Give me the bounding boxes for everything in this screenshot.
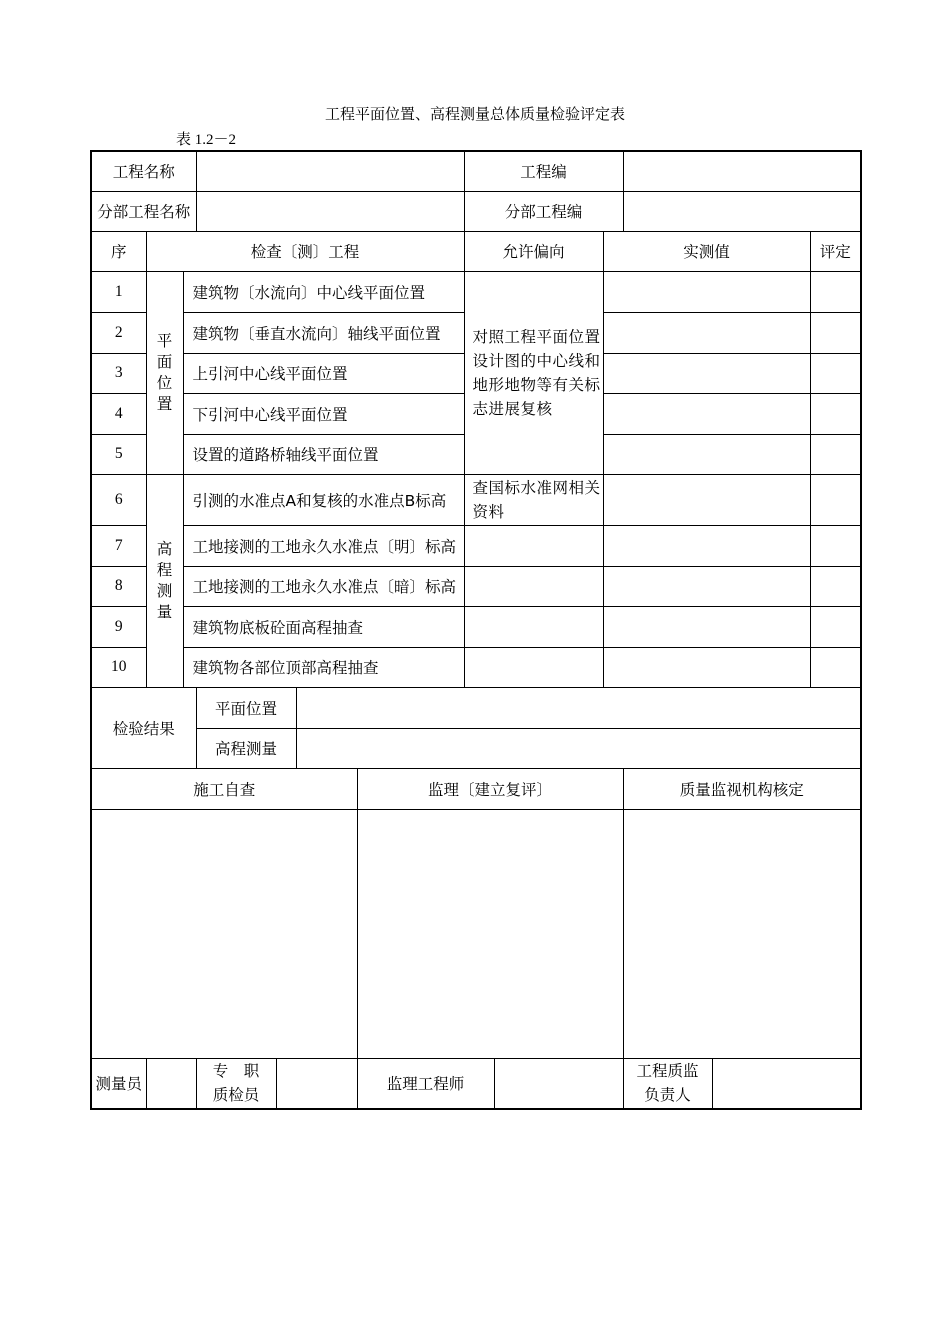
header-row-project — [91, 151, 861, 191]
row-number: 7 — [91, 525, 146, 566]
project-name-value[interactable] — [196, 151, 464, 191]
signature-row — [91, 1058, 861, 1109]
row-number: 4 — [91, 393, 146, 434]
rating-cell[interactable] — [810, 647, 861, 687]
row-number: 6 — [91, 474, 146, 525]
rating-cell[interactable] — [810, 434, 861, 474]
supervision-heading: 监理〔建立复评〕 — [357, 768, 623, 809]
quality-agency-heading: 质量监视机构核定 — [623, 768, 861, 809]
result-elevation-label: 高程测量 — [196, 728, 296, 768]
column-header-row — [91, 231, 861, 271]
sub-project-value[interactable] — [196, 191, 464, 231]
header-row-subproject — [91, 191, 861, 231]
sub-project-code-value[interactable] — [623, 191, 861, 231]
result-plane-label: 平面位置 — [196, 687, 296, 728]
measured-cell[interactable] — [603, 474, 810, 525]
quality-head-line2: 负责人 — [644, 1086, 691, 1105]
project-code-label: 工程编 — [464, 151, 623, 191]
tolerance-benchmark: 查国标水准网相关资料 — [464, 474, 603, 525]
row-item: 工地接测的工地永久水准点〔暗〕标高 — [183, 566, 464, 606]
table-row — [91, 647, 861, 687]
inspector-signature[interactable] — [276, 1058, 357, 1109]
quality-agency-area[interactable] — [623, 809, 861, 1058]
quality-head-label — [623, 1058, 712, 1109]
measured-cell[interactable] — [603, 566, 810, 606]
supervisor-engineer-signature[interactable] — [494, 1058, 623, 1109]
result-plane-value[interactable] — [296, 687, 861, 728]
col-tolerance: 允许偏向 — [464, 231, 603, 271]
table-row — [91, 525, 861, 566]
project-code-value[interactable] — [623, 151, 861, 191]
col-measured: 实测值 — [603, 231, 810, 271]
surveyor-label: 测量员 — [91, 1058, 146, 1109]
measured-cell[interactable] — [603, 353, 810, 393]
row-item: 设置的道路桥轴线平面位置 — [183, 434, 464, 474]
col-rating: 评定 — [810, 231, 861, 271]
table-row — [91, 474, 861, 525]
inspector-label-line2: 质检员 — [212, 1086, 260, 1105]
group-plane-position — [146, 271, 183, 474]
surveyor-signature[interactable] — [146, 1058, 196, 1109]
quality-head-signature[interactable] — [712, 1058, 861, 1109]
rating-cell[interactable] — [810, 566, 861, 606]
rating-cell[interactable] — [810, 312, 861, 353]
measured-cell[interactable] — [603, 525, 810, 566]
group-elevation-text: 高程测量 — [156, 539, 173, 621]
quality-head-line1: 工程质监 — [636, 1062, 699, 1081]
project-name-label: 工程名称 — [91, 151, 196, 191]
tolerance-cell[interactable] — [464, 525, 603, 566]
rating-cell[interactable] — [810, 525, 861, 566]
rating-cell[interactable] — [810, 353, 861, 393]
result-row-elevation — [91, 728, 861, 768]
row-number: 1 — [91, 271, 146, 312]
table-row — [91, 271, 861, 312]
row-number: 2 — [91, 312, 146, 353]
row-item: 建筑物〔水流向〕中心线平面位置 — [183, 271, 464, 312]
row-item: 建筑物〔垂直水流向〕轴线平面位置 — [183, 312, 464, 353]
row-item: 引测的水准点A和复核的水准点B标高 — [183, 474, 464, 525]
col-item: 检查〔测〕工程 — [146, 231, 464, 271]
result-label: 检验结果 — [91, 687, 196, 768]
group-elevation — [146, 474, 183, 687]
row-number: 9 — [91, 606, 146, 647]
col-seq: 序 — [91, 231, 146, 271]
signoff-body-row — [91, 809, 861, 1058]
inspector-label-line1: 专 职 — [212, 1062, 260, 1081]
measured-cell[interactable] — [603, 434, 810, 474]
document-title: 工程平面位置、高程测量总体质量检验评定表 — [324, 105, 625, 123]
table-row — [91, 606, 861, 647]
table-row — [91, 566, 861, 606]
signoff-header-row — [91, 768, 861, 809]
rating-cell[interactable] — [810, 393, 861, 434]
row-item: 建筑物各部位顶部高程抽查 — [183, 647, 464, 687]
measured-cell[interactable] — [603, 393, 810, 434]
measured-cell[interactable] — [603, 312, 810, 353]
rating-cell[interactable] — [810, 606, 861, 647]
group-plane-text: 平面位置 — [156, 331, 173, 413]
table-number: 表 1.2－2 — [176, 132, 237, 148]
inspector-label — [196, 1058, 276, 1109]
row-item: 建筑物底板砼面高程抽查 — [183, 606, 464, 647]
row-number: 5 — [91, 434, 146, 474]
self-check-area[interactable] — [91, 809, 357, 1058]
row-item: 下引河中心线平面位置 — [183, 393, 464, 434]
supervisor-engineer-label: 监理工程师 — [357, 1058, 494, 1109]
supervision-area[interactable] — [357, 809, 623, 1058]
tolerance-cell[interactable] — [464, 647, 603, 687]
result-elevation-value[interactable] — [296, 728, 861, 768]
self-check-heading: 施工自查 — [91, 768, 357, 809]
tolerance-cell[interactable] — [464, 606, 603, 647]
sub-project-code-label: 分部工程编 — [464, 191, 623, 231]
sub-project-label: 分部工程名称 — [91, 191, 196, 231]
row-number: 10 — [91, 647, 146, 687]
measured-cell[interactable] — [603, 606, 810, 647]
row-item: 工地接测的工地永久水准点〔明〕标高 — [183, 525, 464, 566]
result-row-plane — [91, 687, 861, 728]
row-number: 3 — [91, 353, 146, 393]
tolerance-cell[interactable] — [464, 566, 603, 606]
measured-cell[interactable] — [603, 647, 810, 687]
rating-cell[interactable] — [810, 271, 861, 312]
row-item: 上引河中心线平面位置 — [183, 353, 464, 393]
row-number: 8 — [91, 566, 146, 606]
tolerance-plane: 对照工程平面位置设计图的中心线和地形地物等有关标志进展复核 — [464, 271, 603, 474]
measured-cell[interactable] — [603, 271, 810, 312]
inspection-form-table — [90, 150, 862, 1110]
rating-cell[interactable] — [810, 474, 861, 525]
